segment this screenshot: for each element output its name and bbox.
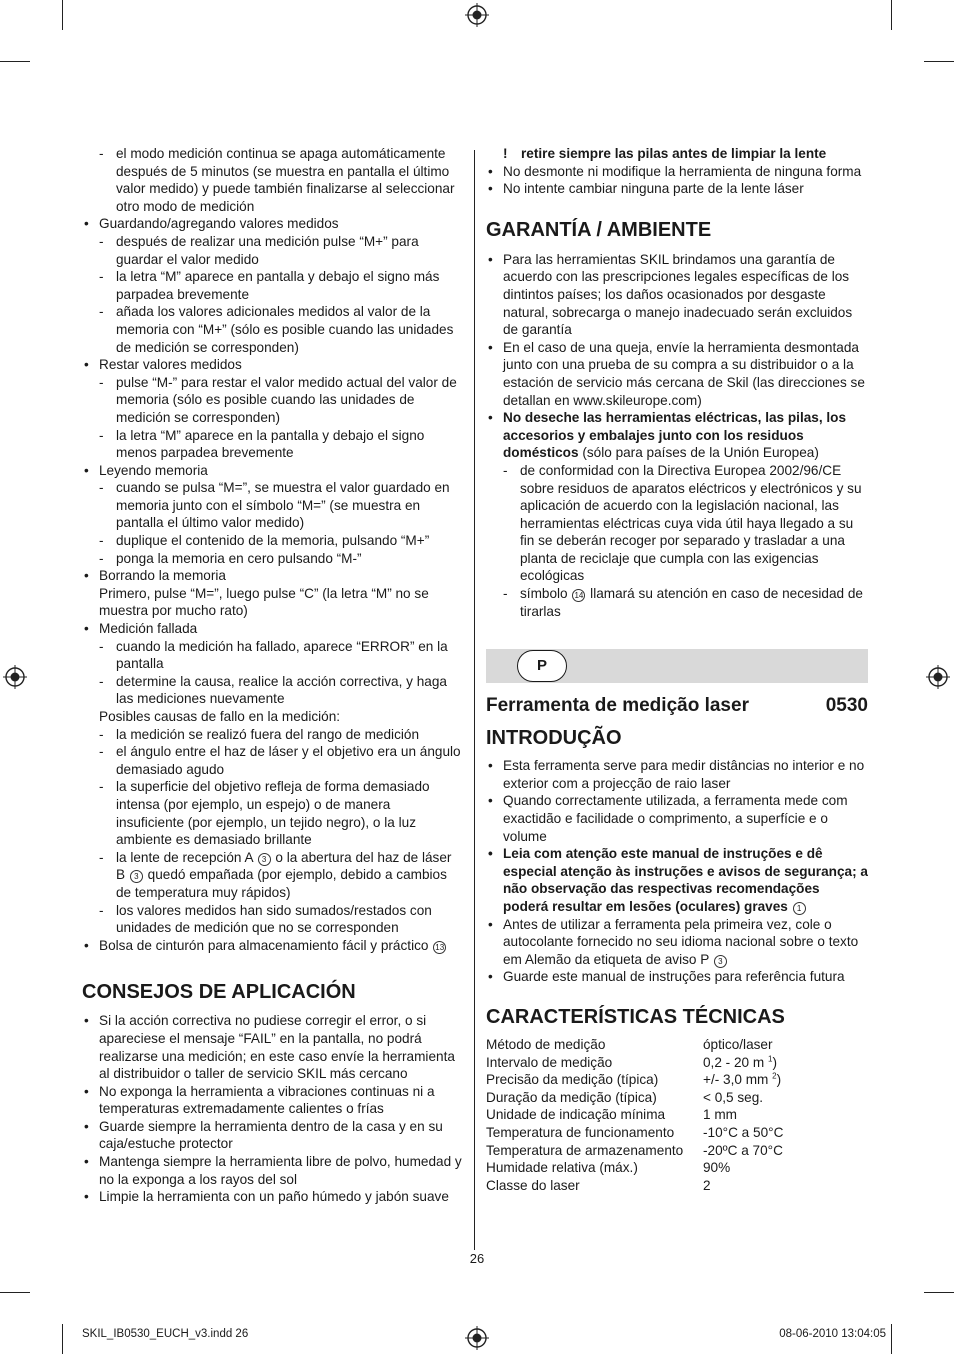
crop-mark: [0, 1292, 30, 1293]
crop-mark: [0, 61, 30, 62]
list-item: • Si la acción correctiva no pudiese corregir el error, o si apareciese el mensaje “FAIL” en la pantalla, no podrá realizarse una medición; en este caso envíe la herramienta al distribuidor o taller de servicio SKIL más cercano: [82, 1012, 462, 1082]
spec-label: Classe do laser: [486, 1177, 580, 1193]
spec-row: [486, 1089, 868, 1107]
registration-mark-icon: [926, 665, 950, 689]
list-item-text: Primero, pulse “M=”, luego pulse “C” (la letra “M” no se muestra por mucho rato): [99, 585, 429, 619]
spec-row: [486, 1159, 868, 1177]
left-column: [82, 145, 462, 1206]
text: Leia com atenção este manual de instruções e dê especial atenção às instruções e avisos de segurança; a não observação das respectivas recomendações poderá resultar em lesões (oculares) graves: [503, 846, 868, 914]
list-item: - la medición se realizó fuera del rango de medición: [82, 726, 462, 744]
registration-mark-icon: [3, 665, 27, 689]
section-heading: INTRODUÇÃO: [486, 727, 622, 750]
list-item: - la letra “M” aparece en pantalla y debajo el signo más parpadea brevemente: [82, 268, 462, 303]
spec-value: [703, 1142, 868, 1160]
registration-mark-icon: [465, 3, 489, 27]
spec-value-text: 2: [703, 1177, 711, 1193]
list-item: • Restar valores medidos: [82, 356, 462, 374]
list-item: - ponga la memoria en cero pulsando “M-”: [82, 550, 462, 568]
list-item: - cuando la medición ha fallado, aparece “ERROR” en la pantalla: [82, 638, 462, 673]
list-item-text: Posibles causas de fallo en la medición:: [99, 709, 341, 724]
registration-mark-icon: [465, 1326, 489, 1350]
list-item: - cuando se pulsa “M=”, se muestra el valor guardado en memoria junto con el símbolo “M=” (se muestra en pantalla el último valor medido): [82, 479, 462, 532]
crop-mark: [891, 0, 892, 30]
page-number: 26: [469, 1251, 485, 1266]
list-item: - añada los valores adicionales medidos al valor de la memoria con “M+” (sólo es posible cuando las unidades de medición se corresponden): [82, 303, 462, 356]
list-item: - determine la causa, realice la acción correctiva, y haga las mediciones nuevamente: [82, 673, 462, 708]
warranty-list: [486, 251, 868, 620]
list-item: - el ángulo entre el haz de láser y el objetivo era un ángulo demasiado agudo: [82, 743, 462, 778]
spec-value: [703, 1124, 868, 1142]
footer-date: 08-06-2010 13:04:05: [779, 1328, 886, 1340]
list-item: - la superficie del objetivo refleja de forma demasiado intensa (por ejemplo, un espejo) o de manera insuficiente (por ejemplo, un tejido negro), o la luz ambiente es demasiado brillante: [82, 778, 462, 848]
list-item: • Guardando/agregando valores medidos: [82, 215, 462, 233]
product-title: [486, 694, 868, 718]
list-item: • Para las herramientas SKIL brindamos una garantía de acuerdo con las prescripciones legales específicas de los dintintos países; los daños ocasionados por desgaste natural, sobrecarga o manejo inadecuado serán excluidos de garantía: [486, 251, 868, 339]
text: quedó empañada (por ejemplo, debido a cambios de temperatura muy rápidos): [116, 867, 447, 900]
footnote-ref: 2: [772, 1071, 777, 1081]
list-item: • No intente cambiar ninguna parte de la lente láser: [486, 180, 868, 198]
text: o la abertura del haz de láser B: [116, 849, 452, 883]
crop-mark: [924, 61, 954, 62]
list-item: • Limpie la herramienta con un paño húmedo y jabón suave: [82, 1188, 462, 1206]
list-item: [82, 937, 462, 955]
spec-value-text: +/- 3,0 mm: [703, 1072, 769, 1088]
spec-value-text: 0,2 - 20 m: [703, 1054, 765, 1070]
spec-label: Temperatura de armazenamento: [486, 1142, 684, 1158]
spec-row: [486, 1177, 868, 1195]
spec-row: [486, 1071, 868, 1089]
list-item: • No exponga la herramienta a vibraciones continuas ni a temperaturas extremadamente calientes o frías: [82, 1083, 462, 1118]
spec-label: Unidade de indicação mínima: [486, 1107, 666, 1123]
spec-value: [703, 1071, 868, 1089]
model-number: 0530: [825, 695, 868, 717]
list-item: • Guarde siempre la herramienta dentro de la casa y en su caja/estuche protector: [82, 1118, 462, 1153]
reference-number-icon: 3: [714, 955, 727, 968]
spec-row: [486, 1054, 868, 1072]
spec-value-text: 1 mm: [703, 1107, 737, 1123]
operation-list: [82, 145, 462, 954]
spec-value-text: -10°C a 50°C: [703, 1124, 784, 1140]
list-item: • Leyendo memoria: [82, 462, 462, 480]
list-item: [486, 845, 868, 915]
list-item: - pulse “M-” para restar el valor medido actual del valor de memoria (sólo es posible cuando las unidades de medición se corresponden): [82, 374, 462, 427]
text: Antes de utilizar a ferramenta pela primeira vez, cole o autocolante fornecido no seu idioma nacional sobre o texto em Alemão da etiqueta de aviso P: [503, 916, 859, 967]
list-item: • Mantenga siempre la herramienta libre de polvo, humedad y no la exponga a los rayos del sol: [82, 1153, 462, 1188]
list-item: [486, 916, 868, 969]
list-item: [486, 585, 868, 620]
reference-number-icon: 1: [793, 902, 806, 915]
list-item: - de conformidad con la Directiva Europea 2002/96/CE sobre residuos de aparatos eléctricos y electrónicos y su aplicación de acuerdo con la legislación nacional, las herramientas eléctricas cuya vida útil haya llegado a su fin se deberán recoger por separado y trasladar a una planta de reciclaje que cumpla con las exigencias ecológicas: [486, 462, 868, 585]
footnote-ref: 1: [767, 1054, 773, 1064]
spec-row: [486, 1142, 868, 1160]
spec-value-text: -20ºC a 70°C: [703, 1142, 783, 1158]
list-item: • Quando correctamente utilizada, a ferramenta mede com exactidão e facilidade o comprimento, a superfície e o volume: [486, 792, 868, 845]
text: símbolo: [520, 586, 568, 602]
section-heading: CONSEJOS DE APLICACIÓN: [82, 981, 356, 1004]
language-bar: [486, 649, 868, 683]
text: Bolsa de cinturón para almacenamiento fácil y práctico: [99, 937, 429, 953]
list-item: • Guarde este manual de instruções para referência futura: [486, 968, 868, 986]
footer-file: SKIL_IB0530_EUCH_v3.indd 26: [82, 1328, 249, 1340]
section-heading: CARACTERÍSTICAS TÉCNICAS: [486, 1005, 785, 1028]
text: la lente de recepción A: [116, 849, 253, 865]
crop-mark: [924, 1292, 954, 1293]
crop-mark: [62, 0, 63, 30]
list-item: [82, 849, 462, 902]
list-item: • Borrando la memoria: [82, 567, 462, 585]
spec-value-text: < 0,5 seg.: [703, 1089, 764, 1105]
footnote-paren: ): [772, 1054, 777, 1070]
text: (sólo para países de la Unión Europea): [578, 445, 819, 461]
spec-value-text: óptico/laser: [703, 1036, 773, 1052]
reference-number-icon: 14: [572, 589, 585, 602]
intro-list: [486, 757, 868, 986]
spec-value: [703, 1177, 868, 1195]
list-item: • En el caso de una queja, envíe la herramienta desmontada junto con una prueba de su compra a su distribuidor o a la estación de servicio más cercana de Skil (las direcciones se detallan en www.skileurope.com): [486, 339, 868, 409]
spec-label: Intervalo de medição: [486, 1054, 613, 1070]
right-column: [486, 145, 868, 1194]
list-item: [486, 409, 868, 462]
reference-number-icon: 13: [433, 941, 446, 954]
reference-number-icon: 3: [258, 853, 271, 866]
spec-value: [703, 1036, 868, 1054]
spec-label: Humidade relativa (máx.): [486, 1160, 638, 1176]
column-divider: [474, 150, 475, 1250]
crop-mark: [62, 1324, 63, 1354]
language-badge: P: [517, 650, 567, 682]
spec-label: Temperatura de funcionamento: [486, 1124, 675, 1140]
spec-label: Método de medição: [486, 1036, 606, 1052]
list-item: - los valores medidos han sido sumados/restados con unidades de medición que no se corresponden: [82, 902, 462, 937]
spec-value: [703, 1054, 868, 1072]
spec-value: [703, 1106, 868, 1124]
list-item: • No desmonte ni modifique la herramienta de ninguna forma: [486, 163, 868, 181]
product-name: Ferramenta de medição laser: [486, 695, 749, 717]
spec-label: Precisão da medição (típica): [486, 1072, 659, 1088]
reference-number-icon: 3: [130, 870, 143, 883]
list-item: - después de realizar una medición pulse “M+” para guardar el valor medido: [82, 233, 462, 268]
text: No deseche las herramientas eléctricas, las pilas, los accesorios y embalajes junto con los residuos domésticos: [503, 410, 847, 461]
spec-label: Duração da medição (típica): [486, 1089, 657, 1105]
crop-mark: [891, 1324, 892, 1354]
warning-item: ! retire siempre las pilas antes de limpiar la lente: [486, 145, 868, 163]
section-heading: GARANTÍA / AMBIENTE: [486, 218, 712, 241]
footnote-paren: ): [776, 1072, 782, 1088]
maintenance-list: [486, 145, 868, 198]
list-item: - el modo medición continua se apaga automáticamente después de 5 minutos (se muestra en pantalla el último valor medido) y puede también finalizarse al seleccionar otro modo de medición: [82, 145, 462, 215]
spec-value: [703, 1089, 868, 1107]
list-item: • Esta ferramenta serve para medir distâncias no interior e no exterior com a projecção de raio laser: [486, 757, 868, 792]
list-item: - la letra “M” aparece en la pantalla y debajo el signo menos parpadea brevemente: [82, 427, 462, 462]
spec-value: [703, 1159, 868, 1177]
list-item: • Medición fallada: [82, 620, 462, 638]
spec-table: [486, 1036, 868, 1194]
spec-row: [486, 1036, 868, 1054]
spec-row: [486, 1106, 868, 1124]
text: llamará su atención en caso de necesidad de tirarlas: [520, 586, 863, 619]
spec-row: [486, 1124, 868, 1142]
list-item: - duplique el contenido de la memoria, pulsando “M+”: [82, 532, 462, 550]
tips-list: [82, 1012, 462, 1206]
spec-value-text: 90%: [703, 1160, 731, 1176]
